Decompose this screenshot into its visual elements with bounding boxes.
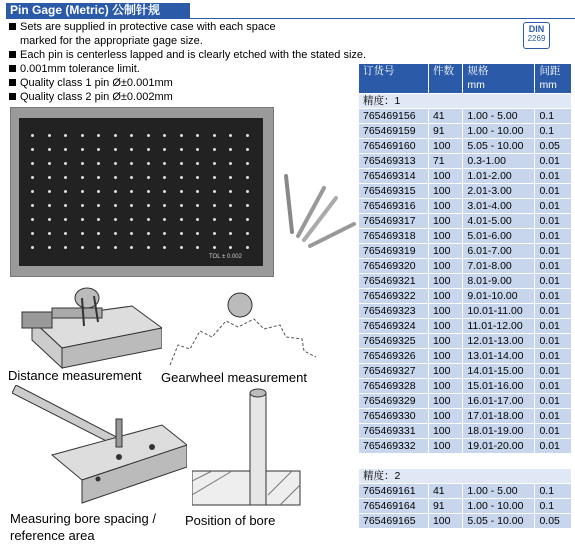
order-number-cell: 765469331 xyxy=(359,424,429,439)
pin-hole xyxy=(246,218,249,221)
step-cell: 0.01 xyxy=(535,214,572,229)
order-number-cell: 765469313 xyxy=(359,154,429,169)
order-number-cell: 765469318 xyxy=(359,229,429,244)
din-standard-badge xyxy=(523,22,550,49)
pin-hole xyxy=(196,218,199,221)
table-row xyxy=(359,409,572,424)
distance-caption: Distance measurement xyxy=(8,368,142,383)
pin-hole xyxy=(196,246,199,249)
bore-position-caption: Position of bore xyxy=(185,513,276,528)
pin-hole xyxy=(229,232,232,235)
pin-hole xyxy=(114,246,117,249)
header-order-no: 订货号 xyxy=(359,64,429,94)
pin-hole xyxy=(147,246,150,249)
pin-hole xyxy=(196,176,199,179)
pin-hole xyxy=(246,232,249,235)
pin-hole xyxy=(81,176,84,179)
pin-hole xyxy=(163,218,166,221)
pin-hole xyxy=(196,204,199,207)
pin-hole xyxy=(64,162,67,165)
order-number-cell: 765469329 xyxy=(359,394,429,409)
din-number: 2269 xyxy=(527,34,546,43)
table-row xyxy=(359,184,572,199)
din-label: DIN xyxy=(528,24,545,34)
pieces-cell: 71 xyxy=(428,154,462,169)
pin-hole xyxy=(147,134,150,137)
table-row xyxy=(359,379,572,394)
table-row xyxy=(359,424,572,439)
order-number-cell: 765469314 xyxy=(359,169,429,184)
pin-hole xyxy=(130,176,133,179)
order-number-cell: 765469319 xyxy=(359,244,429,259)
pin-hole xyxy=(163,162,166,165)
pin-hole xyxy=(246,162,249,165)
size-range-cell: 17.01-18.00 xyxy=(463,409,535,424)
step-cell: 0.01 xyxy=(535,319,572,334)
table-row xyxy=(359,274,572,289)
pieces-cell: 41 xyxy=(428,484,462,499)
pin-hole xyxy=(213,232,216,235)
pieces-cell: 100 xyxy=(428,364,462,379)
pin-hole xyxy=(229,176,232,179)
step-cell: 0.01 xyxy=(535,184,572,199)
pieces-cell: 100 xyxy=(428,139,462,154)
pieces-cell: 100 xyxy=(428,214,462,229)
pin-hole xyxy=(48,176,51,179)
pin-hole xyxy=(97,176,100,179)
size-range-cell: 19.01-20.00 xyxy=(463,439,535,454)
feature-list xyxy=(8,20,366,104)
pin-hole xyxy=(97,190,100,193)
size-range-cell: 1.00 - 5.00 xyxy=(463,109,535,124)
pin-hole xyxy=(147,190,150,193)
order-number-cell: 765469327 xyxy=(359,364,429,379)
step-cell: 0.01 xyxy=(535,394,572,409)
pin-hole xyxy=(180,176,183,179)
pieces-cell: 100 xyxy=(428,304,462,319)
pin-hole xyxy=(81,204,84,207)
order-number-cell: 765469325 xyxy=(359,334,429,349)
bullet-item-continued: marked for the appropriate gage size. xyxy=(20,35,203,47)
distance-measurement-drawing xyxy=(12,278,162,370)
reference-area-caption: reference area xyxy=(10,528,95,543)
size-range-cell: 1.01-2.00 xyxy=(463,169,535,184)
size-range-cell: 1.00 - 10.00 xyxy=(463,499,535,514)
pin-hole xyxy=(229,246,232,249)
pin-hole xyxy=(97,204,100,207)
pin-hole xyxy=(180,246,183,249)
size-range-cell: 5.05 - 10.00 xyxy=(463,139,535,154)
step-cell: 0.01 xyxy=(535,244,572,259)
pin-hole xyxy=(64,218,67,221)
pin-hole xyxy=(163,232,166,235)
step-cell: 0.01 xyxy=(535,379,572,394)
bore-spacing-drawing xyxy=(12,385,187,510)
pin-hole xyxy=(147,218,150,221)
order-table xyxy=(358,63,572,529)
pin-hole xyxy=(114,190,117,193)
order-number-cell: 765469315 xyxy=(359,184,429,199)
pin-hole xyxy=(229,190,232,193)
pin-hole xyxy=(81,246,84,249)
pieces-cell: 100 xyxy=(428,244,462,259)
pin-hole xyxy=(213,176,216,179)
table-row xyxy=(359,154,572,169)
pin-hole xyxy=(64,190,67,193)
pin-hole xyxy=(147,232,150,235)
pin-hole xyxy=(64,246,67,249)
pieces-cell: 100 xyxy=(428,409,462,424)
pin-hole xyxy=(213,190,216,193)
step-cell: 0.01 xyxy=(535,439,572,454)
header-size-label: 规格 xyxy=(467,65,489,77)
pin-hole xyxy=(163,148,166,151)
pin-hole xyxy=(64,232,67,235)
pin-hole xyxy=(81,148,84,151)
pin-hole xyxy=(97,134,100,137)
pin-hole xyxy=(196,162,199,165)
size-range-cell: 7.01-8.00 xyxy=(463,259,535,274)
order-number-cell: 765469160 xyxy=(359,139,429,154)
tolerance-label: TOL ± 0.002 xyxy=(209,254,242,260)
size-range-cell: 15.01-16.00 xyxy=(463,379,535,394)
step-cell: 0.1 xyxy=(535,109,572,124)
pin-hole xyxy=(64,204,67,207)
bore-spacing-caption: Measuring bore spacing / xyxy=(10,511,156,526)
step-cell: 0.01 xyxy=(535,424,572,439)
pin-hole xyxy=(163,134,166,137)
step-cell: 0.01 xyxy=(535,259,572,274)
step-cell: 0.05 xyxy=(535,139,572,154)
pin-hole xyxy=(229,148,232,151)
size-range-cell: 5.01-6.00 xyxy=(463,229,535,244)
step-cell: 0.1 xyxy=(535,484,572,499)
pin-hole xyxy=(147,204,150,207)
pieces-cell: 100 xyxy=(428,199,462,214)
gearwheel-caption: Gearwheel measurement xyxy=(161,370,307,385)
pin-hole xyxy=(31,246,34,249)
pieces-cell: 100 xyxy=(428,169,462,184)
table-row xyxy=(359,199,572,214)
table-row xyxy=(359,109,572,124)
pin-hole xyxy=(64,148,67,151)
table-row xyxy=(359,244,572,259)
pieces-cell: 100 xyxy=(428,334,462,349)
table-row xyxy=(359,334,572,349)
pieces-cell: 100 xyxy=(428,319,462,334)
header-size-unit: mm xyxy=(467,79,485,91)
table-row xyxy=(359,169,572,184)
pin-hole xyxy=(246,204,249,207)
table-row xyxy=(359,124,572,139)
pin-hole xyxy=(130,218,133,221)
pin-hole xyxy=(130,148,133,151)
table-row xyxy=(359,499,572,514)
pin-hole xyxy=(130,246,133,249)
order-number-cell: 765469321 xyxy=(359,274,429,289)
bore-position-drawing xyxy=(192,385,302,507)
table-row xyxy=(359,349,572,364)
pin-hole xyxy=(147,162,150,165)
pin-hole xyxy=(246,176,249,179)
step-cell: 0.01 xyxy=(535,364,572,379)
order-number-cell: 765469330 xyxy=(359,409,429,424)
size-range-cell: 9.01-10.00 xyxy=(463,289,535,304)
pieces-cell: 100 xyxy=(428,514,462,529)
pin-hole xyxy=(180,204,183,207)
grade-row xyxy=(359,469,572,484)
pin-hole xyxy=(48,218,51,221)
order-number-cell: 765469322 xyxy=(359,289,429,304)
pin-hole xyxy=(130,162,133,165)
header-step-unit: mm xyxy=(539,79,557,91)
pin-hole xyxy=(163,204,166,207)
step-cell: 0.01 xyxy=(535,334,572,349)
step-cell: 0.01 xyxy=(535,304,572,319)
size-range-cell: 8.01-9.00 xyxy=(463,274,535,289)
pin-hole xyxy=(163,176,166,179)
pin-hole xyxy=(48,232,51,235)
step-cell: 0.01 xyxy=(535,409,572,424)
size-range-cell: 6.01-7.00 xyxy=(463,244,535,259)
order-number-cell: 765469316 xyxy=(359,199,429,214)
step-cell: 0.01 xyxy=(535,289,572,304)
size-range-cell: 4.01-5.00 xyxy=(463,214,535,229)
pin-hole xyxy=(246,134,249,137)
page-title: Pin Gage (Metric) 公制针规 xyxy=(6,3,190,18)
order-number-cell: 765469320 xyxy=(359,259,429,274)
order-number-cell: 765469156 xyxy=(359,109,429,124)
pin-hole xyxy=(130,204,133,207)
pin-hole xyxy=(48,162,51,165)
pin-hole xyxy=(31,204,34,207)
pin-hole xyxy=(196,190,199,193)
pin-icon xyxy=(286,176,354,246)
size-range-cell: 1.00 - 5.00 xyxy=(463,484,535,499)
pin-hole xyxy=(229,204,232,207)
pin-hole xyxy=(31,190,34,193)
size-range-cell: 12.01-13.00 xyxy=(463,334,535,349)
step-cell: 0.01 xyxy=(535,229,572,244)
pieces-cell: 100 xyxy=(428,379,462,394)
pin-hole xyxy=(48,148,51,151)
pieces-cell: 100 xyxy=(428,424,462,439)
bullet-item: Each pin is centerless lapped and is clearly etched with the stated size. xyxy=(8,48,366,62)
pin-hole xyxy=(114,162,117,165)
bullet-item: Quality class 2 pin Ø±0.002mm xyxy=(8,90,366,104)
grade-label: 精度：1 xyxy=(359,94,572,109)
size-range-cell: 5.05 - 10.00 xyxy=(463,514,535,529)
pieces-cell: 100 xyxy=(428,439,462,454)
pin-hole xyxy=(229,134,232,137)
pin-hole xyxy=(196,232,199,235)
order-number-cell: 765469165 xyxy=(359,514,429,529)
table-row xyxy=(359,229,572,244)
pin-hole xyxy=(163,246,166,249)
pin-hole xyxy=(163,190,166,193)
table-header-row xyxy=(359,64,572,94)
step-cell: 0.01 xyxy=(535,274,572,289)
bullet-item: 0.001mm tolerance limit. xyxy=(8,62,366,76)
pin-hole xyxy=(48,246,51,249)
pieces-cell: 100 xyxy=(428,274,462,289)
spacer-cell xyxy=(359,454,572,469)
size-range-cell: 18.01-19.00 xyxy=(463,424,535,439)
pin-hole xyxy=(48,190,51,193)
size-range-cell: 3.01-4.00 xyxy=(463,199,535,214)
pin-hole xyxy=(130,190,133,193)
size-range-cell: 1.00 - 10.00 xyxy=(463,124,535,139)
pin-hole xyxy=(64,134,67,137)
size-range-cell: 2.01-3.00 xyxy=(463,184,535,199)
pin-hole xyxy=(213,246,216,249)
pin-hole xyxy=(213,218,216,221)
pin-hole xyxy=(64,176,67,179)
bullet-item: Quality class 1 pin Ø±0.001mm xyxy=(8,76,366,90)
size-range-cell: 11.01-12.00 xyxy=(463,319,535,334)
pin-hole xyxy=(130,232,133,235)
size-range-cell: 14.01-15.00 xyxy=(463,364,535,379)
header-step-label: 间距 xyxy=(539,65,561,77)
pin-hole xyxy=(229,218,232,221)
pin-hole xyxy=(81,162,84,165)
order-number-cell: 765469159 xyxy=(359,124,429,139)
size-range-cell: 13.01-14.00 xyxy=(463,349,535,364)
table-row xyxy=(359,514,572,529)
loose-pins-illustration xyxy=(280,170,360,250)
pin-hole xyxy=(97,148,100,151)
pin-hole xyxy=(31,176,34,179)
table-row xyxy=(359,139,572,154)
pin-gage-case-photo xyxy=(10,107,274,277)
order-number-cell: 765469164 xyxy=(359,499,429,514)
pin-hole xyxy=(97,218,100,221)
pin-hole xyxy=(81,134,84,137)
pin-hole xyxy=(196,134,199,137)
pieces-cell: 41 xyxy=(428,109,462,124)
pin-hole xyxy=(81,190,84,193)
bullet-item: Sets are supplied in protective case with each space xyxy=(8,20,366,34)
pin-hole xyxy=(246,190,249,193)
pieces-cell: 91 xyxy=(428,499,462,514)
pin-hole xyxy=(48,134,51,137)
pieces-cell: 100 xyxy=(428,349,462,364)
table-row xyxy=(359,259,572,274)
order-number-cell: 765469317 xyxy=(359,214,429,229)
order-number-cell: 765469323 xyxy=(359,304,429,319)
table-row xyxy=(359,394,572,409)
table-spacer xyxy=(359,454,572,469)
pin-hole xyxy=(229,162,232,165)
step-cell: 0.1 xyxy=(535,124,572,139)
pin-hole xyxy=(147,148,150,151)
pin-hole xyxy=(213,134,216,137)
header-step xyxy=(535,64,572,94)
pin-hole xyxy=(213,162,216,165)
step-cell: 0.01 xyxy=(535,199,572,214)
pin-hole xyxy=(213,204,216,207)
pin-hole xyxy=(213,148,216,151)
gearwheel-drawing xyxy=(160,285,320,373)
pin-hole xyxy=(31,148,34,151)
pin-hole xyxy=(97,232,100,235)
pin-hole xyxy=(31,218,34,221)
pieces-cell: 100 xyxy=(428,289,462,304)
step-cell: 0.1 xyxy=(535,499,572,514)
pieces-cell: 91 xyxy=(428,124,462,139)
order-number-cell: 765469326 xyxy=(359,349,429,364)
pieces-cell: 100 xyxy=(428,394,462,409)
pin-hole xyxy=(180,162,183,165)
pin-hole xyxy=(180,190,183,193)
pieces-cell: 100 xyxy=(428,184,462,199)
table-row xyxy=(359,319,572,334)
pin-hole xyxy=(180,232,183,235)
pin-hole xyxy=(180,134,183,137)
pin-hole xyxy=(246,246,249,249)
step-cell: 0.01 xyxy=(535,169,572,184)
table-row xyxy=(359,484,572,499)
grade-label: 精度：2 xyxy=(359,469,572,484)
pin-hole xyxy=(114,218,117,221)
pin-hole xyxy=(196,148,199,151)
table-row xyxy=(359,304,572,319)
table-row xyxy=(359,364,572,379)
table-row xyxy=(359,214,572,229)
grade-row xyxy=(359,94,572,109)
size-range-cell: 0.3-1.00 xyxy=(463,154,535,169)
pin-hole xyxy=(31,232,34,235)
order-number-cell: 765469332 xyxy=(359,439,429,454)
pin-hole xyxy=(114,148,117,151)
pieces-cell: 100 xyxy=(428,229,462,244)
step-cell: 0.01 xyxy=(535,154,572,169)
pin-hole xyxy=(114,176,117,179)
order-number-cell: 765469328 xyxy=(359,379,429,394)
pin-hole xyxy=(81,218,84,221)
pin-hole xyxy=(114,232,117,235)
header-pieces: 件数 xyxy=(428,64,462,94)
pin-hole xyxy=(114,134,117,137)
pin-hole xyxy=(180,148,183,151)
pin-hole xyxy=(31,162,34,165)
title-rule xyxy=(6,18,575,19)
pin-hole xyxy=(97,162,100,165)
order-number-cell: 765469161 xyxy=(359,484,429,499)
pin-hole xyxy=(31,134,34,137)
pin-hole xyxy=(114,204,117,207)
pin-hole xyxy=(246,148,249,151)
pieces-cell: 100 xyxy=(428,259,462,274)
case-tray xyxy=(19,118,263,266)
pin-hole xyxy=(97,246,100,249)
header-size xyxy=(463,64,535,94)
table-row xyxy=(359,289,572,304)
order-number-cell: 765469324 xyxy=(359,319,429,334)
size-range-cell: 16.01-17.00 xyxy=(463,394,535,409)
size-range-cell: 10.01-11.00 xyxy=(463,304,535,319)
pin-hole xyxy=(81,232,84,235)
pin-hole xyxy=(130,134,133,137)
table-row xyxy=(359,439,572,454)
step-cell: 0.05 xyxy=(535,514,572,529)
pin-hole xyxy=(48,204,51,207)
pin-hole xyxy=(180,218,183,221)
step-cell: 0.01 xyxy=(535,349,572,364)
pin-hole xyxy=(147,176,150,179)
